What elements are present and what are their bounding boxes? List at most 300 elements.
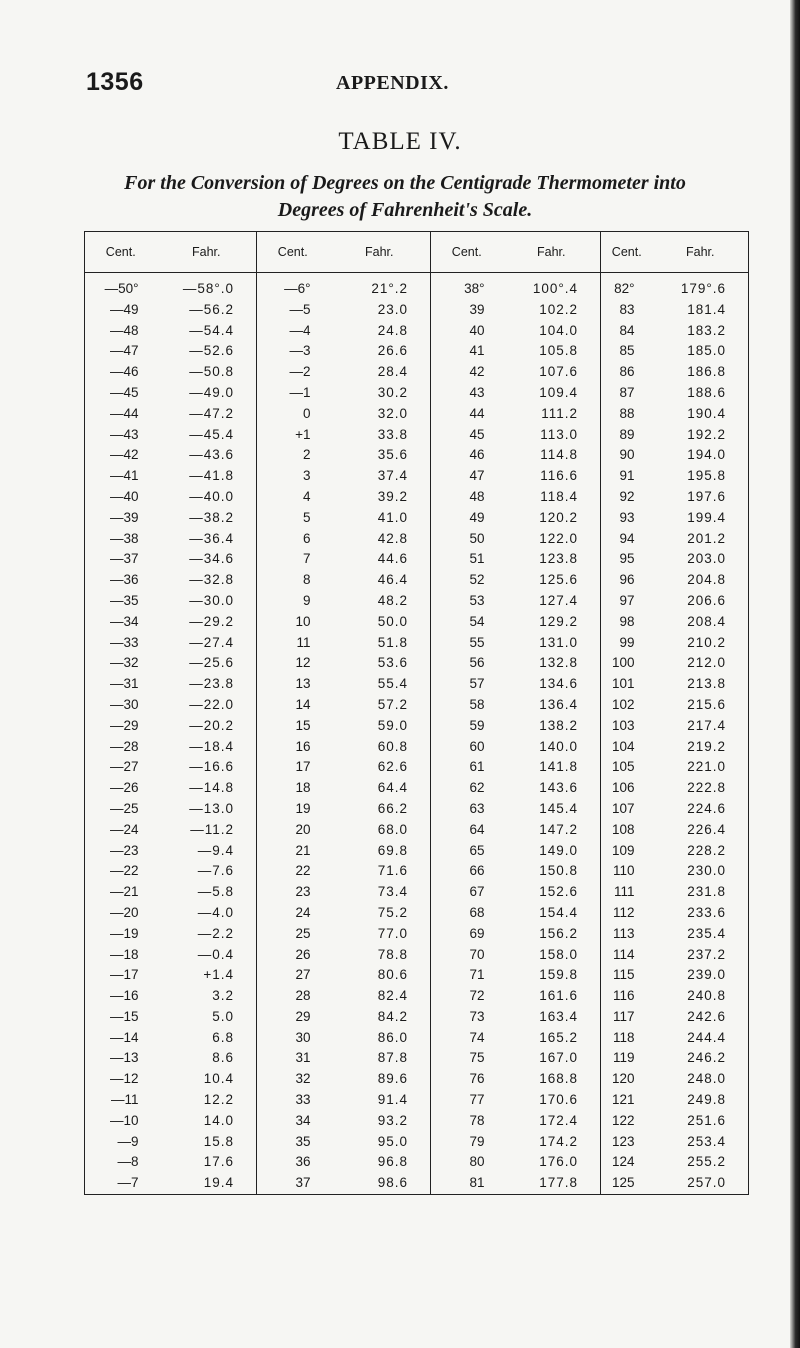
fahrenheit-cell: 95.0	[377, 1133, 408, 1149]
table-row	[85, 591, 749, 612]
fahrenheit-cell: —11.2	[190, 821, 234, 837]
fahrenheit-cell: 122.0	[539, 530, 578, 546]
fahrenheit-cell: 129.2	[539, 613, 578, 629]
centigrade-cell: —26	[109, 780, 139, 796]
fahrenheit-cell: 96.8	[377, 1154, 408, 1170]
table-row	[85, 529, 749, 550]
running-head	[86, 68, 726, 104]
centigrade-cell: 102	[601, 695, 653, 716]
centigrade-cell: —22	[109, 863, 139, 879]
centigrade-cell: —42	[109, 447, 139, 463]
fahrenheit-cell: 204.8	[687, 572, 726, 588]
header-row	[85, 232, 749, 273]
fahrenheit-cell: 195.8	[687, 468, 726, 484]
fahrenheit-cell: 188.6	[687, 384, 726, 400]
column-header: Fahr.	[329, 232, 431, 273]
fahrenheit-cell: 249.8	[687, 1092, 726, 1108]
centigrade-cell: 35	[257, 1132, 329, 1153]
centigrade-cell: 62	[431, 778, 503, 799]
fahrenheit-cell: 199.4	[687, 509, 726, 525]
table-row	[85, 341, 749, 362]
table-row	[85, 1069, 749, 1090]
table-row	[85, 924, 749, 945]
centigrade-cell: 82°	[601, 273, 653, 300]
table-row	[85, 674, 749, 695]
fahrenheit-cell: 228.2	[687, 842, 726, 858]
column-header: Fahr.	[503, 232, 601, 273]
centigrade-cell: 19	[257, 799, 329, 820]
fahrenheit-cell: 113.0	[540, 426, 578, 442]
centigrade-cell: 83	[601, 300, 653, 321]
centigrade-cell: 28	[257, 986, 329, 1007]
centigrade-cell: —31	[109, 676, 139, 692]
centigrade-cell: 13	[257, 674, 329, 695]
fahrenheit-cell: 51.8	[377, 634, 408, 650]
fahrenheit-cell: 109.4	[539, 384, 578, 400]
fahrenheit-cell: 42.8	[377, 530, 408, 546]
fahrenheit-cell: 77.0	[377, 925, 408, 941]
centigrade-cell: 20	[257, 820, 329, 841]
table-row	[85, 404, 749, 425]
centigrade-cell: 117	[601, 1007, 653, 1028]
fahrenheit-cell: 114.8	[540, 447, 578, 463]
centigrade-cell: 76	[431, 1069, 503, 1090]
centigrade-cell: —25	[109, 800, 139, 816]
centigrade-cell: —23	[109, 842, 139, 858]
fahrenheit-cell: —38.2	[189, 509, 234, 525]
centigrade-cell: 47	[431, 466, 503, 487]
caption-line-2: Degrees of Fahrenheit's Scale.	[277, 199, 533, 221]
centigrade-cell: 23	[257, 882, 329, 903]
centigrade-cell: 78	[431, 1111, 503, 1132]
fahrenheit-cell: 221.0	[687, 759, 726, 775]
centigrade-cell: 15	[257, 716, 329, 737]
fahrenheit-cell: 156.2	[539, 925, 578, 941]
fahrenheit-cell: 15.8	[203, 1133, 234, 1149]
fahrenheit-cell: 50.0	[377, 613, 408, 629]
column-header: Cent.	[257, 232, 329, 273]
fahrenheit-cell: —41.8	[189, 468, 234, 484]
centigrade-cell: 70	[431, 945, 503, 966]
fahrenheit-cell: —9.4	[197, 842, 234, 858]
fahrenheit-cell: 141.8	[539, 759, 578, 775]
fahrenheit-cell: 53.6	[377, 655, 408, 671]
centigrade-cell: 49	[431, 508, 503, 529]
fahrenheit-cell: 62.6	[377, 759, 408, 775]
centigrade-cell: 38°	[431, 273, 503, 300]
centigrade-cell: —3	[257, 341, 329, 362]
fahrenheit-cell: 226.4	[687, 821, 726, 837]
centigrade-cell: 56	[431, 653, 503, 674]
centigrade-cell: 5	[257, 508, 329, 529]
centigrade-cell: 95	[601, 549, 653, 570]
fahrenheit-cell: 39.2	[377, 488, 408, 504]
table-row	[85, 799, 749, 820]
fahrenheit-cell: —50.8	[189, 364, 234, 380]
fahrenheit-cell: —27.4	[189, 634, 234, 650]
centigrade-cell: 51	[431, 549, 503, 570]
centigrade-cell: 88	[601, 404, 653, 425]
table-caption	[60, 170, 750, 224]
table-row	[85, 1132, 749, 1153]
fahrenheit-cell: 222.8	[687, 780, 726, 796]
centigrade-cell: 121	[601, 1090, 653, 1111]
table-title: TABLE IV.	[338, 128, 462, 155]
centigrade-cell: 27	[257, 965, 329, 986]
centigrade-cell: 60	[431, 737, 503, 758]
centigrade-cell: 52	[431, 570, 503, 591]
fahrenheit-cell: —58°.0	[182, 281, 234, 296]
centigrade-cell: 25	[257, 924, 329, 945]
fahrenheit-cell: 84.2	[377, 1008, 408, 1024]
fahrenheit-cell: 149.0	[539, 842, 578, 858]
centigrade-cell: 30	[257, 1028, 329, 1049]
column-header: Fahr.	[653, 232, 749, 273]
table-row	[85, 1048, 749, 1069]
fahrenheit-cell: 21°.2	[371, 281, 408, 296]
centigrade-cell: 119	[601, 1048, 653, 1069]
centigrade-cell: —28	[109, 738, 139, 754]
table-row	[85, 487, 749, 508]
fahrenheit-cell: —20.2	[189, 717, 234, 733]
centigrade-cell: 58	[431, 695, 503, 716]
fahrenheit-cell: 147.2	[539, 821, 578, 837]
centigrade-cell: 77	[431, 1090, 503, 1111]
table-row	[85, 882, 749, 903]
table-row	[85, 903, 749, 924]
centigrade-cell: —38	[109, 530, 139, 546]
caption-line-1: For the Conversion of Degrees on the Centigrade Thermometer into	[124, 172, 686, 194]
fahrenheit-cell: —56.2	[189, 301, 234, 317]
fahrenheit-cell: 197.6	[687, 488, 726, 504]
fahrenheit-cell: 186.8	[687, 364, 726, 380]
fahrenheit-cell: —43.6	[189, 447, 234, 463]
fahrenheit-cell: 98.6	[377, 1175, 408, 1191]
fahrenheit-cell: 248.0	[687, 1071, 726, 1087]
fahrenheit-cell: 145.4	[539, 800, 578, 816]
fahrenheit-cell: 116.6	[540, 468, 578, 484]
table-row	[85, 1152, 749, 1173]
fahrenheit-cell: 158.0	[539, 946, 578, 962]
fahrenheit-cell: —5.8	[197, 884, 234, 900]
centigrade-cell: 17	[257, 757, 329, 778]
centigrade-cell: 73	[431, 1007, 503, 1028]
centigrade-cell: —41	[109, 468, 139, 484]
centigrade-cell: 120	[601, 1069, 653, 1090]
centigrade-cell: 22	[257, 861, 329, 882]
fahrenheit-cell: 239.0	[687, 967, 726, 983]
fahrenheit-cell: —40.0	[189, 488, 234, 504]
page-edge-shadow	[790, 0, 800, 1348]
centigrade-cell: —39	[109, 509, 139, 525]
fahrenheit-cell: 68.0	[377, 821, 408, 837]
table-row	[85, 778, 749, 799]
column-header: Cent.	[431, 232, 503, 273]
column-header: Cent.	[85, 232, 157, 273]
fahrenheit-cell: 192.2	[687, 426, 726, 442]
centigrade-cell: —29	[109, 717, 139, 733]
centigrade-cell: —15	[109, 1008, 139, 1024]
centigrade-cell: 66	[431, 861, 503, 882]
centigrade-cell: 63	[431, 799, 503, 820]
centigrade-cell: 59	[431, 716, 503, 737]
table-row	[85, 716, 749, 737]
centigrade-cell: 125	[601, 1173, 653, 1194]
table-row	[85, 695, 749, 716]
centigrade-cell: 122	[601, 1111, 653, 1132]
centigrade-cell: —46	[109, 364, 139, 380]
centigrade-cell: —24	[109, 821, 139, 837]
centigrade-cell: 118	[601, 1028, 653, 1049]
centigrade-cell: 109	[601, 841, 653, 862]
fahrenheit-cell: 172.4	[539, 1112, 578, 1128]
centigrade-cell: —45	[109, 384, 139, 400]
fahrenheit-cell: 185.0	[687, 343, 726, 359]
centigrade-cell: +1	[257, 425, 329, 446]
centigrade-cell: 46	[431, 445, 503, 466]
fahrenheit-cell: 14.0	[203, 1112, 234, 1128]
fahrenheit-cell: 219.2	[687, 738, 726, 754]
fahrenheit-cell: 163.4	[539, 1008, 578, 1024]
fahrenheit-cell: 24.8	[377, 322, 408, 338]
table-row	[85, 383, 749, 404]
centigrade-cell: —47	[109, 343, 139, 359]
fahrenheit-cell: —18.4	[189, 738, 234, 754]
centigrade-cell: 104	[601, 737, 653, 758]
fahrenheit-cell: 213.8	[687, 676, 726, 692]
table-row	[85, 1007, 749, 1028]
fahrenheit-cell: 64.4	[377, 780, 408, 796]
fahrenheit-cell: 208.4	[687, 613, 726, 629]
centigrade-cell: 86	[601, 362, 653, 383]
centigrade-cell: 7	[257, 549, 329, 570]
fahrenheit-cell: 237.2	[687, 946, 726, 962]
fahrenheit-cell: 91.4	[377, 1092, 408, 1108]
centigrade-cell: —2	[257, 362, 329, 383]
fahrenheit-cell: 120.2	[539, 509, 578, 525]
fahrenheit-cell: 150.8	[539, 863, 578, 879]
fahrenheit-cell: 143.6	[539, 780, 578, 796]
fahrenheit-cell: 257.0	[687, 1175, 726, 1191]
fahrenheit-cell: 217.4	[687, 717, 726, 733]
centigrade-cell: 94	[601, 529, 653, 550]
centigrade-cell: 21	[257, 841, 329, 862]
table-row	[85, 321, 749, 342]
centigrade-cell: 34	[257, 1111, 329, 1132]
centigrade-cell: 16	[257, 737, 329, 758]
centigrade-cell: 9	[257, 591, 329, 612]
fahrenheit-cell: 177.8	[539, 1175, 578, 1191]
table-row	[85, 273, 749, 300]
centigrade-cell: 107	[601, 799, 653, 820]
centigrade-cell: 92	[601, 487, 653, 508]
fahrenheit-cell: 233.6	[687, 904, 726, 920]
table-row	[85, 1090, 749, 1111]
centigrade-cell: —1	[257, 383, 329, 404]
fahrenheit-cell: 41.0	[377, 509, 408, 525]
centigrade-cell: —43	[109, 426, 139, 442]
table-row	[85, 508, 749, 529]
centigrade-cell: 39	[431, 300, 503, 321]
centigrade-cell: —36	[109, 572, 139, 588]
fahrenheit-cell: 154.4	[539, 904, 578, 920]
fahrenheit-cell: 167.0	[539, 1050, 578, 1066]
centigrade-cell: 90	[601, 445, 653, 466]
centigrade-cell: —11	[110, 1092, 139, 1108]
fahrenheit-cell: 138.2	[539, 717, 578, 733]
table-row	[85, 945, 749, 966]
fahrenheit-cell: 176.0	[539, 1154, 578, 1170]
centigrade-cell: —34	[109, 613, 139, 629]
centigrade-cell: 91	[601, 466, 653, 487]
fahrenheit-cell: 87.8	[377, 1050, 408, 1066]
centigrade-cell: —4	[257, 321, 329, 342]
fahrenheit-cell: 82.4	[377, 988, 408, 1004]
centigrade-cell: 108	[601, 820, 653, 841]
centigrade-cell: 54	[431, 612, 503, 633]
fahrenheit-cell: 3.2	[212, 988, 234, 1004]
fahrenheit-cell: 104.0	[539, 322, 578, 338]
centigrade-cell: 11	[257, 633, 329, 654]
centigrade-cell: 115	[601, 965, 653, 986]
fahrenheit-cell: 231.8	[687, 884, 726, 900]
centigrade-cell: 87	[601, 383, 653, 404]
conversion-table	[84, 231, 749, 1195]
fahrenheit-cell: 46.4	[377, 572, 408, 588]
centigrade-cell: 8	[257, 570, 329, 591]
fahrenheit-cell: 26.6	[377, 343, 408, 359]
fahrenheit-cell: 44.6	[377, 551, 408, 567]
fahrenheit-cell: 206.6	[687, 592, 726, 608]
centigrade-cell: —7	[117, 1175, 139, 1191]
centigrade-cell: 100	[601, 653, 653, 674]
centigrade-cell: —37	[109, 551, 139, 567]
centigrade-cell: 12	[257, 653, 329, 674]
fahrenheit-cell: —49.0	[189, 384, 234, 400]
fahrenheit-cell: 118.4	[540, 488, 578, 504]
fahrenheit-cell: —14.8	[189, 780, 234, 796]
centigrade-cell: 42	[431, 362, 503, 383]
fahrenheit-cell: —0.4	[197, 946, 234, 962]
centigrade-cell: —44	[109, 405, 139, 421]
fahrenheit-cell: 136.4	[539, 696, 578, 712]
fahrenheit-cell: 134.6	[539, 676, 578, 692]
centigrade-cell: 80	[431, 1152, 503, 1173]
centigrade-cell: —20	[109, 904, 139, 920]
fahrenheit-cell: 37.4	[377, 468, 408, 484]
centigrade-cell: —6°	[257, 273, 329, 300]
centigrade-cell: —12	[109, 1071, 139, 1087]
centigrade-cell: —40	[109, 488, 139, 504]
fahrenheit-cell: 215.6	[687, 696, 726, 712]
centigrade-cell: 99	[601, 633, 653, 654]
fahrenheit-cell: 240.8	[687, 988, 726, 1004]
table-row	[85, 612, 749, 633]
fahrenheit-cell: 174.2	[539, 1133, 578, 1149]
centigrade-cell: 71	[431, 965, 503, 986]
table-row	[85, 757, 749, 778]
fahrenheit-cell: 230.0	[687, 863, 726, 879]
fahrenheit-cell: 59.0	[377, 717, 408, 733]
centigrade-cell: 79	[431, 1132, 503, 1153]
fahrenheit-cell: 181.4	[687, 301, 726, 317]
fahrenheit-cell: 161.6	[539, 988, 578, 1004]
fahrenheit-cell: —34.6	[189, 551, 234, 567]
centigrade-cell: 123	[601, 1132, 653, 1153]
fahrenheit-cell: —30.0	[189, 592, 234, 608]
table-row	[85, 737, 749, 758]
centigrade-cell: —21	[109, 884, 139, 900]
centigrade-cell: 112	[601, 903, 653, 924]
fahrenheit-cell: 255.2	[687, 1154, 726, 1170]
fahrenheit-cell: 10.4	[203, 1071, 234, 1087]
fahrenheit-cell: 69.8	[377, 842, 408, 858]
fahrenheit-cell: —54.4	[189, 322, 234, 338]
table-row	[85, 362, 749, 383]
centigrade-cell: —10	[109, 1112, 139, 1128]
fahrenheit-cell: —2.2	[197, 925, 234, 941]
column-header: Fahr.	[157, 232, 257, 273]
centigrade-cell: —14	[109, 1029, 139, 1045]
centigrade-cell: 0	[257, 404, 329, 425]
fahrenheit-cell: 140.0	[539, 738, 578, 754]
centigrade-cell: 53	[431, 591, 503, 612]
centigrade-cell: —13	[109, 1050, 139, 1066]
centigrade-cell: 10	[257, 612, 329, 633]
fahrenheit-cell: 179°.6	[680, 281, 726, 296]
fahrenheit-cell: 102.2	[539, 301, 578, 317]
fahrenheit-cell: 33.8	[377, 426, 408, 442]
centigrade-cell: 3	[257, 466, 329, 487]
fahrenheit-cell: 71.6	[377, 863, 408, 879]
centigrade-cell: 26	[257, 945, 329, 966]
table-row	[85, 445, 749, 466]
centigrade-cell: 105	[601, 757, 653, 778]
fahrenheit-cell: 93.2	[377, 1112, 408, 1128]
centigrade-cell: —30	[109, 696, 139, 712]
fahrenheit-cell: 244.4	[687, 1029, 726, 1045]
fahrenheit-cell: —16.6	[189, 759, 234, 775]
fahrenheit-cell: 30.2	[377, 384, 408, 400]
fahrenheit-cell: 48.2	[377, 592, 408, 608]
fahrenheit-cell: 28.4	[377, 364, 408, 380]
table-row	[85, 1111, 749, 1132]
fahrenheit-cell: 35.6	[377, 447, 408, 463]
fahrenheit-cell: 75.2	[377, 904, 408, 920]
centigrade-cell: —27	[109, 759, 139, 775]
centigrade-cell: 113	[601, 924, 653, 945]
fahrenheit-cell: 183.2	[687, 322, 726, 338]
fahrenheit-cell: 246.2	[687, 1050, 726, 1066]
fahrenheit-cell: —13.0	[189, 800, 234, 816]
page-number: 1356	[86, 68, 144, 96]
fahrenheit-cell: 66.2	[377, 800, 408, 816]
fahrenheit-cell: 80.6	[377, 967, 408, 983]
column-header: Cent.	[601, 232, 653, 273]
running-title: APPENDIX.	[336, 72, 449, 94]
table-row	[85, 570, 749, 591]
fahrenheit-cell: 159.8	[539, 967, 578, 983]
fahrenheit-cell: 132.8	[539, 655, 578, 671]
fahrenheit-cell: 57.2	[377, 696, 408, 712]
fahrenheit-cell: 89.6	[377, 1071, 408, 1087]
centigrade-cell: 61	[431, 757, 503, 778]
centigrade-cell: 48	[431, 487, 503, 508]
centigrade-cell: 36	[257, 1152, 329, 1173]
centigrade-cell: 33	[257, 1090, 329, 1111]
fahrenheit-cell: 107.6	[539, 364, 578, 380]
table-row	[85, 1028, 749, 1049]
